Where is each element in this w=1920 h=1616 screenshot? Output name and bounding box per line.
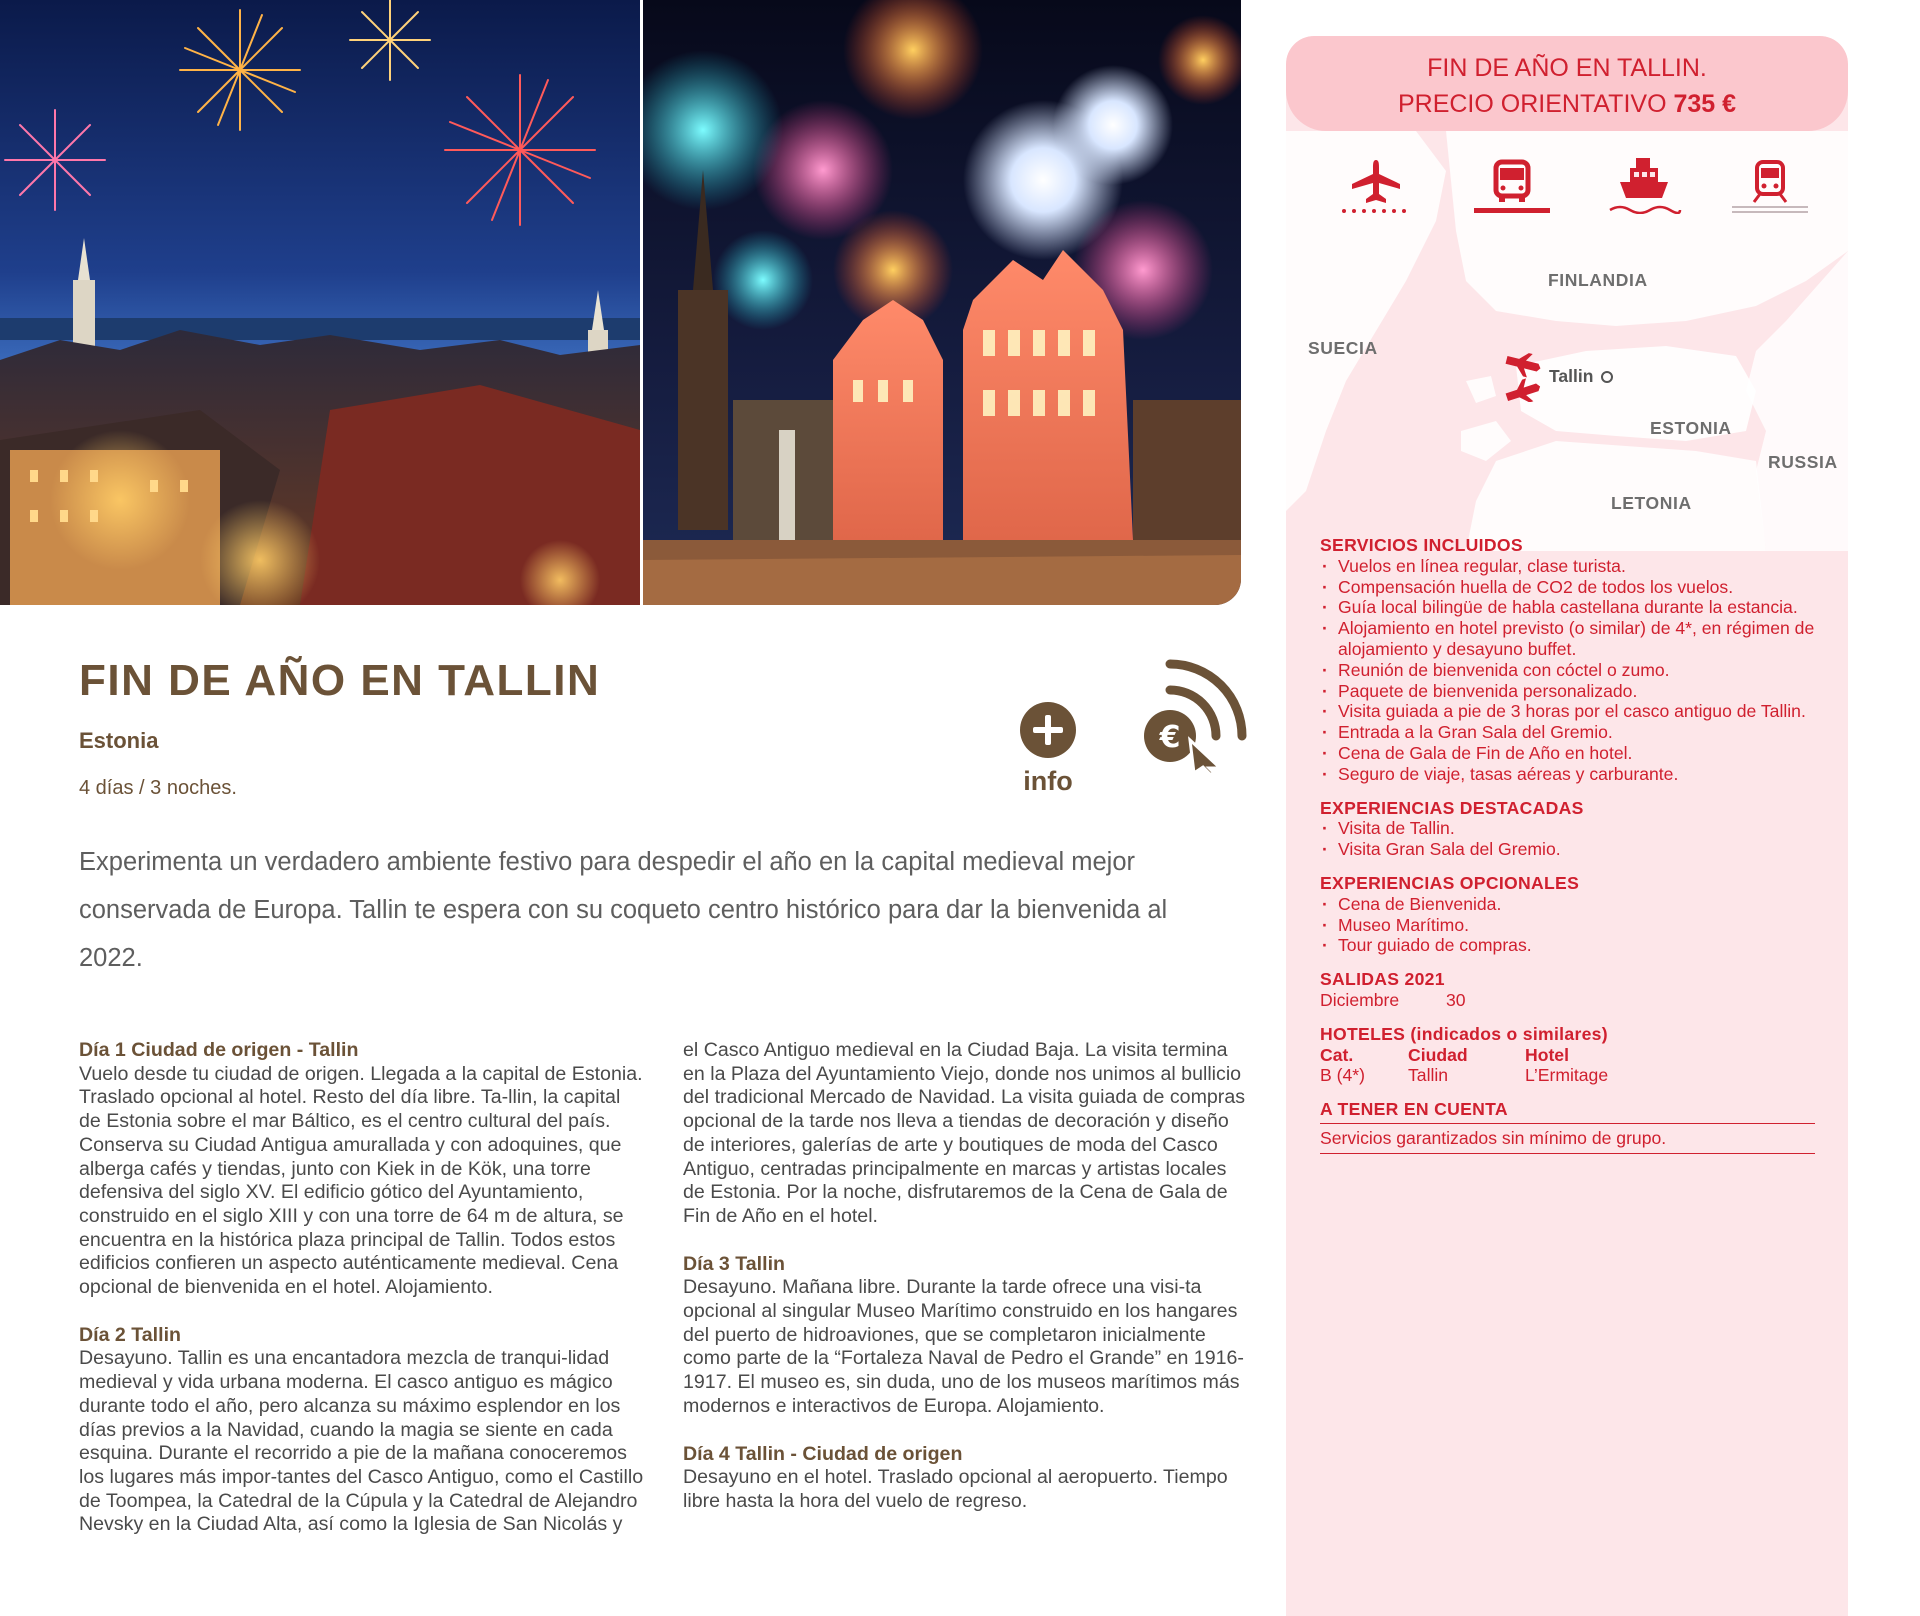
train-icon <box>1730 154 1810 214</box>
list-item: · Visita de Tallin. <box>1320 818 1820 839</box>
departures-row <box>1320 990 1820 1011</box>
itinerary-day-continuation <box>683 1039 1248 1229</box>
train-transport-tab[interactable] <box>1730 154 1810 214</box>
day-text: Vuelo desde tu ciudad de origen. Llegada a la capital de Estonia. Traslado opcional al hotel. Resto del día libre. Ta-llin, la capital de Estonia sobre el mar Báltico, es el centro cultural del país. Conserva su Ciudad Antigua amurallada y con adoquines, que alberga cafés y tiendas, junto con Kiek in de Kök, una torre defensiva del siglo XV. El edificio gótico del Ayuntamiento, construido en el siglo XIII y con una torre de 64 m de altura, se encuentra en la histórica plaza principal de Tallin. Todos estos edificios confieren un aspecto auténticamente medieval. Cena opcional de bienvenida en el hotel. Alojamiento. <box>79 1062 643 1299</box>
optional-list <box>1320 894 1820 956</box>
plane-transport-tab[interactable] <box>1336 154 1416 214</box>
trip-duration: 4 días / 3 noches. <box>79 777 237 799</box>
departures-heading: SALIDAS 2021 <box>1320 969 1445 990</box>
list-item: · Museo Marítimo. <box>1320 915 1820 936</box>
map-label-sweden: SUECIA <box>1308 338 1378 358</box>
plane-icon <box>1336 154 1416 214</box>
hotels-heading: HOTELES (indicados o similares) <box>1320 1023 1608 1044</box>
list-item: · Visita guiada a pie de 3 horas por el casco antiguo de Tallin. <box>1320 701 1820 722</box>
intro-paragraph: Experimenta un verdadero ambiente festivo para despedir el año en la capital medieval mejor conservada de Europa. Tallin te espera con su coqueto centro histórico para dar la bienvenida al 2022. <box>79 848 1168 972</box>
country-label: Estonia <box>79 728 159 753</box>
itinerary-day <box>79 1324 644 1537</box>
list-item: · Entrada a la Gran Sala del Gremio. <box>1320 722 1820 743</box>
services-heading: SERVICIOS INCLUIDOS <box>1320 535 1523 555</box>
list-item: · Seguro de viaje, tasas aéreas y carburante. <box>1320 764 1820 785</box>
price-label: PRECIO ORIENTATIVO <box>1397 90 1674 118</box>
day-text: Desayuno en el hotel. Traslado opcional al aeropuerto. Tiempo libre hasta la hora del vuelo de regreso. <box>683 1466 1228 1512</box>
price-title: FIN DE AÑO EN TALLIN. <box>1427 54 1707 82</box>
hotels-table-header <box>1320 1045 1820 1066</box>
optional-heading: EXPERIENCIAS OPCIONALES <box>1320 872 1580 893</box>
day-title: Día 2 Tallin <box>79 1323 181 1346</box>
bus-transport-tab[interactable] <box>1472 154 1552 214</box>
list-item: · Reunión de bienvenida con cóctel o zumo. <box>1320 660 1820 681</box>
trip-details <box>1320 535 1820 1154</box>
list-item: · Paquete de bienvenida personalizado. <box>1320 681 1820 702</box>
euro-cursor-icon <box>1130 650 1248 774</box>
day-text: Desayuno. Tallin es una encantadora mezcla de tranqui-lidad medieval y vida urbana moderna. El casco antiguo es mágico durante todo el año, pero alcanza su máximo esplendor en los días previos a la Navidad, cuando la magia se siente en cada esquina. Durante el recorrido a pie de la mañana conoceremos los lugares más impor-tantes del Casco Antiguo, como el Castillo de Toompea, la Catedral de la Cúpula y la Catedral de Alejandro Nevsky en la Ciudad Alta, así como la Iglesia de San Nicolás y <box>79 1347 644 1536</box>
list-item: · Alojamiento en hotel previsto (o similar) de 4*, en régimen de alojamiento y desayuno buffet. <box>1320 618 1820 660</box>
notes-text: Servicios garantizados sin mínimo de grupo. <box>1320 1123 1815 1154</box>
hotel-city: Tallin <box>1408 1065 1449 1086</box>
hotel-col-hotel: Hotel <box>1525 1044 1569 1065</box>
hotel-name: L’Ermitage <box>1525 1065 1609 1086</box>
tallinn-night-fireworks-photo <box>0 0 640 605</box>
itinerary-day <box>683 1443 1248 1514</box>
day-title: Día 3 Tallin <box>683 1252 785 1275</box>
map-label-estonia: ESTONIA <box>1650 418 1732 438</box>
ship-icon <box>1604 154 1684 214</box>
list-item: · Cena de Gala de Fin de Año en hotel. <box>1320 743 1820 764</box>
day-text: Desayuno. Mañana libre. Durante la tarde ofrece una visi-ta opcional al singular Museo Marítimo construido en los hangares del puerto de hidroaviones, que se completaron inicialmente como parte de la “Fortaleza Naval de Pedro el Grande” en 1916-1917. El museo es, sin duda, uno de los museos marítimos más modernos e interactivos de Europa. Alojamiento. <box>683 1276 1244 1417</box>
day-text: el Casco Antiguo medieval en la Ciudad Baja. La visita termina en la Plaza del Ayuntamiento Viejo, donde nos unimos al bullicio del tradicional Mercado de Navidad. La visita guiada de compras opcional de la tarde nos lleva a tiendas de decoración y diseño de interiores, galerías de arte y boutiques de moda del Casco Antiguo, centradas principalmente en marcas y artistas locales de Estonia. Por la noche, disfrutaremos de la Cena de Gala de Fin de Año en el hotel. <box>683 1039 1246 1227</box>
list-item: · Visita Gran Sala del Gremio. <box>1320 839 1820 860</box>
list-item: · Tour guiado de compras. <box>1320 935 1820 956</box>
price-box <box>1286 36 1848 131</box>
map-label-russia: RUSSIA <box>1768 452 1838 472</box>
flight-arrival-departure-icon <box>1504 350 1542 402</box>
ship-transport-tab[interactable] <box>1604 154 1684 214</box>
map-city-label: Tallin <box>1549 366 1594 386</box>
highlights-list <box>1320 818 1820 860</box>
itinerary-column-2 <box>683 1039 1248 1538</box>
itinerary-day <box>683 1253 1248 1419</box>
list-item: · Vuelos en línea regular, clase turista. <box>1320 556 1820 577</box>
bus-icon <box>1472 154 1552 214</box>
plus-icon <box>1020 702 1076 758</box>
list-item: · Guía local bilingüe de habla castellana durante la estancia. <box>1320 597 1820 618</box>
highlights-heading: EXPERIENCIAS DESTACADAS <box>1320 797 1584 818</box>
hotels-table-row <box>1320 1065 1820 1086</box>
info-button-label: info <box>1023 766 1073 796</box>
price-link-button[interactable] <box>1130 650 1248 774</box>
day-title: Día 4 Tallin - Ciudad de origen <box>683 1442 963 1465</box>
itinerary-column-1 <box>79 1039 644 1561</box>
list-item: · Cena de Bienvenida. <box>1320 894 1820 915</box>
svg-text:€: € <box>1159 720 1181 755</box>
city-marker-icon <box>1601 371 1613 383</box>
page-title: FIN DE AÑO EN TALLIN <box>79 656 601 705</box>
departure-days: 30 <box>1446 989 1466 1010</box>
riga-town-hall-fireworks-photo <box>643 0 1241 605</box>
info-button[interactable] <box>1012 702 1084 797</box>
price-value: 735 € <box>1673 90 1737 118</box>
services-list <box>1320 556 1820 785</box>
notes-heading: A TENER EN CUENTA <box>1320 1099 1508 1120</box>
price-line <box>1286 86 1848 122</box>
hotel-col-cat: Cat. <box>1320 1044 1354 1065</box>
list-item: · Compensación huella de CO2 de todos los vuelos. <box>1320 577 1820 598</box>
departure-month: Diciembre <box>1320 989 1400 1010</box>
day-title: Día 1 Ciudad de origen - Tallin <box>79 1039 359 1061</box>
hotel-col-city: Ciudad <box>1408 1044 1468 1065</box>
map-label-finland: FINLANDIA <box>1548 270 1648 290</box>
hotel-cat: B (4*) <box>1320 1065 1365 1086</box>
itinerary-day <box>79 1039 644 1300</box>
map-label-latvia: LETONIA <box>1611 493 1692 513</box>
